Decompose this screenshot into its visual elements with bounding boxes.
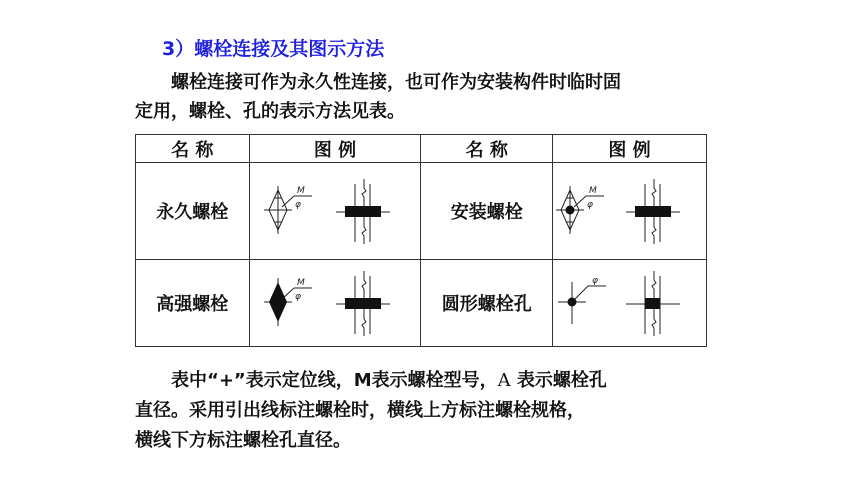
- erection-bolt-name: 安装螺栓: [421, 163, 553, 260]
- erection-bolt-cell: [552, 163, 706, 260]
- note-symbol: A: [497, 370, 511, 391]
- intro-line-1: 螺栓连接可作为永久性连接，也可作为安装构件时临时固: [171, 72, 621, 93]
- note-line-3: 横线下方标注螺栓孔直径。: [135, 430, 351, 451]
- m-label: M: [589, 186, 598, 196]
- section-heading: 3）螺栓连接及其图示方法: [162, 38, 385, 60]
- high-strength-bolt-symbol: [260, 268, 410, 338]
- note-line-1c: 表示螺栓孔: [510, 370, 607, 391]
- phi-label: φ: [587, 200, 594, 210]
- header-name-right: 名 称: [421, 135, 553, 163]
- explanation-paragraph: [135, 366, 775, 456]
- header-legend-left: 图 例: [249, 135, 421, 163]
- erection-bolt-symbol: [554, 176, 704, 246]
- note-line-1a: 表中“+”表示定位线，M表示螺栓型号，: [171, 370, 498, 391]
- round-bolt-hole-cell: [552, 260, 706, 347]
- table-header-row: [136, 135, 707, 163]
- m-label: M: [297, 278, 305, 288]
- permanent-bolt-cell: [249, 163, 421, 260]
- m-label: M: [297, 186, 305, 196]
- phi-label: φ: [295, 200, 301, 210]
- high-strength-bolt-cell: [249, 260, 421, 347]
- round-bolt-hole-symbol: [554, 268, 704, 338]
- round-bolt-hole-name: 圆形螺栓孔: [421, 260, 553, 347]
- intro-line-2: 定用，螺栓、孔的表示方法见表。: [135, 101, 405, 122]
- permanent-bolt-symbol: [260, 176, 410, 246]
- phi-label: φ: [592, 276, 599, 286]
- header-name-left: 名 称: [136, 135, 250, 163]
- note-line-2: 直径。采用引出线标注螺栓时，横线上方标注螺栓规格，: [135, 400, 585, 421]
- table-row: [136, 163, 707, 260]
- high-strength-bolt-name: 高强螺栓: [136, 260, 250, 347]
- header-legend-right: 图 例: [552, 135, 706, 163]
- intro-paragraph: [135, 68, 735, 126]
- permanent-bolt-name: 永久螺栓: [136, 163, 250, 260]
- table-row: [136, 260, 707, 347]
- bolt-legend-table: [135, 134, 707, 347]
- phi-label: φ: [295, 292, 301, 302]
